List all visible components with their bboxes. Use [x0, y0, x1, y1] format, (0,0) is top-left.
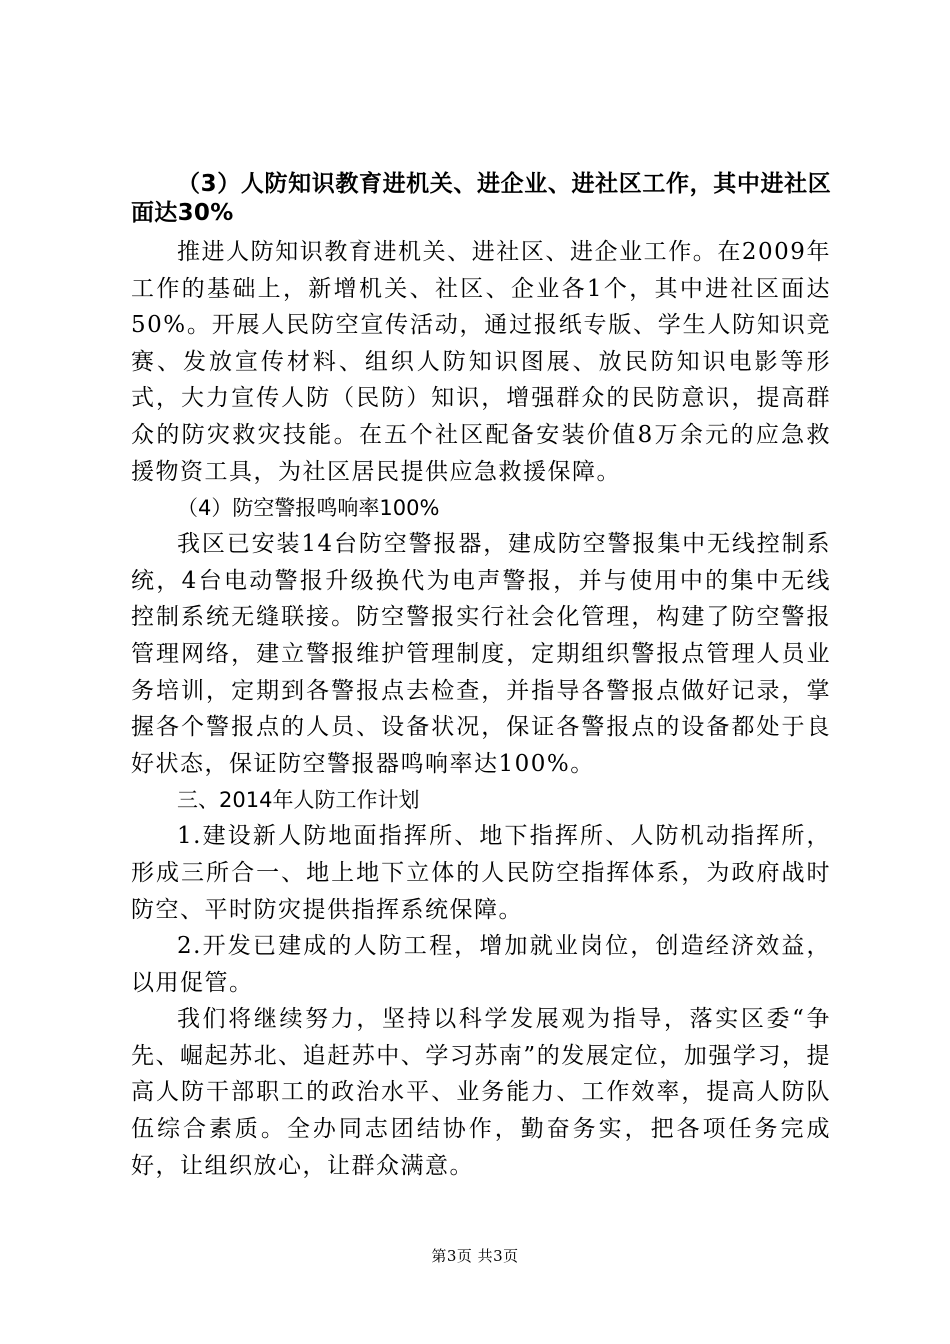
page-footer: 第3页 共3页 — [431, 1247, 519, 1265]
section4-heading: （4）防空警报鸣响率100% — [177, 496, 440, 521]
closing-paragraph: 我们将继续努力，坚持以科学发展观为指导，落实区委“争先、崛起苏北、追赶苏中、学习苏南”的发展定位，加强学习，提高人防干部职工的政治水平、业务能力、工作效率，提高人防队伍综合素质。全办同志团结协作，勤奋务实，把各项任务完成好，让组织放心，让群众满意。 — [131, 1006, 831, 1179]
section4-paragraph: 我区已安装14台防空警报器，建成防空警报集中无线控制系统，4台电动警报升级换代为电声警报，并与使用中的集中无线控制系统无缝联接。防空警报实行社会化管理，构建了防空警报管理网络，建立警报维护管理制度，定期组织警报点管理人员业务培训，定期到各警报点去检查，并指导各警报点做好记录，掌握各个警报点的人员、设备状况，保证各警报点的设备都处于良好状态，保证防空警报器鸣响率达100%。 — [131, 531, 831, 777]
plan-heading: 三、2014年人防工作计划 — [177, 788, 420, 813]
section3-paragraph: 推进人防知识教育进机关、进社区、进企业工作。在2009年工作的基础上，新增机关、社区、企业各1个，其中进社区面达50%。开展人民防空宣传活动，通过报纸专版、学生人防知识竞赛、发放宣传材料、组织人防知识图展、放民防知识电影等形式，大力宣传人防（民防）知识，增强群众的民防意识，提高群众的防灾救灾技能。在五个社区配备安装价值8万余元的应急救援物资工具，为社区居民提供应急救援保障。 — [131, 239, 831, 485]
document-body — [131, 170, 831, 1184]
plan-item-1: 1.建设新人防地面指挥所、地下指挥所、人防机动指挥所，形成三所合一、地上地下立体的人民防空指挥体系，为政府战时防空、平时防灾提供指挥系统保障。 — [131, 823, 831, 923]
plan-item-2: 2.开发已建成的人防工程，增加就业岗位，创造经济效益，以用促管。 — [131, 933, 831, 996]
section3-heading: （3）人防知识教育进机关、进企业、进社区工作，其中进社区面达30% — [131, 171, 831, 226]
